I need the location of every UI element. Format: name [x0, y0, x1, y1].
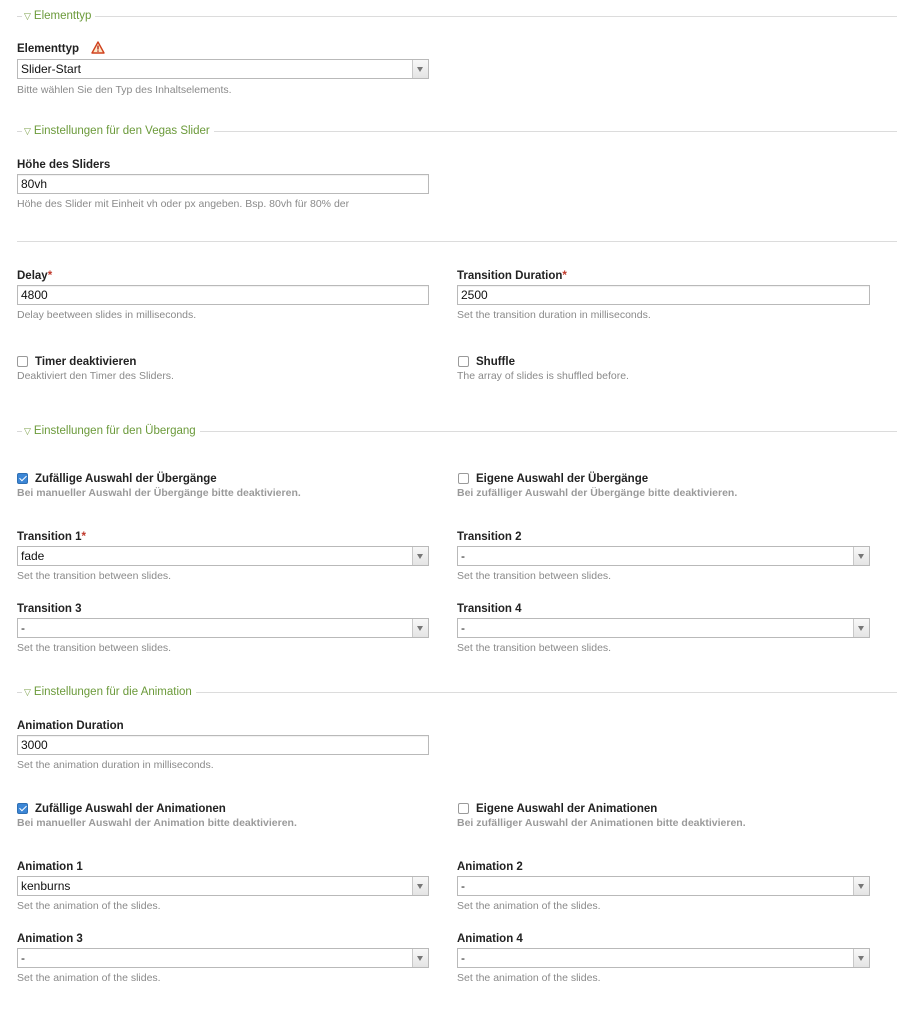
animation1-help: Set the animation of the slides. — [17, 900, 161, 912]
transition-duration-label-text: Transition Duration — [457, 270, 563, 282]
warning-icon — [91, 41, 105, 54]
legend-rule — [196, 692, 897, 693]
legend-line — [17, 692, 22, 693]
transition2-select-value: - — [461, 549, 465, 563]
own-animations-checkbox[interactable] — [458, 803, 469, 814]
hoehe-label: Höhe des Sliders — [17, 159, 111, 171]
animation4-select[interactable] — [457, 948, 870, 968]
collapse-triangle-icon[interactable]: ▽ — [24, 11, 31, 21]
transition-duration-label — [457, 269, 567, 283]
transition3-select[interactable] — [17, 618, 429, 638]
legend-line — [17, 16, 22, 17]
chevron-down-icon[interactable] — [412, 619, 428, 637]
divider — [17, 241, 897, 242]
random-animations-help: Bei manueller Auswahl der Animation bitte deaktivieren. — [17, 817, 297, 829]
transition4-select[interactable] — [457, 618, 870, 638]
transition1-label-text: Transition 1 — [17, 531, 82, 543]
animation3-select[interactable] — [17, 948, 429, 968]
chevron-down-icon[interactable] — [412, 949, 428, 967]
transition3-select-value: - — [21, 621, 25, 635]
legend-line — [17, 431, 22, 432]
transition1-select-value: fade — [21, 549, 45, 563]
chevron-down-icon[interactable] — [853, 877, 869, 895]
delay-label-text: Delay — [17, 270, 48, 282]
chevron-down-icon[interactable] — [412, 877, 428, 895]
transition2-select[interactable] — [457, 546, 870, 566]
animation-duration-help: Set the animation duration in milliseconds. — [17, 759, 214, 771]
animation1-label: Animation 1 — [17, 861, 83, 873]
shuffle-checkbox[interactable] — [458, 356, 469, 367]
hoehe-input[interactable]: 80vh — [17, 174, 429, 194]
legend-rule — [214, 131, 897, 132]
section-vegas[interactable] — [17, 124, 897, 138]
section-elementtyp[interactable] — [17, 9, 897, 23]
transition2-help: Set the transition between slides. — [457, 570, 612, 582]
animation3-help: Set the animation of the slides. — [17, 972, 161, 984]
animation4-help: Set the animation of the slides. — [457, 972, 601, 984]
own-animations-help: Bei zufälliger Auswahl der Animationen bitte deaktivieren. — [457, 817, 746, 829]
animation3-label: Animation 3 — [17, 933, 83, 945]
shuffle-label: Shuffle — [476, 356, 515, 368]
required-marker: * — [81, 531, 87, 543]
timer-checkbox[interactable] — [17, 356, 28, 367]
chevron-down-icon[interactable] — [853, 619, 869, 637]
random-animations-checkbox[interactable] — [17, 803, 28, 814]
collapse-triangle-icon[interactable]: ▽ — [24, 687, 31, 697]
collapse-triangle-icon[interactable]: ▽ — [24, 426, 31, 436]
transition3-help: Set the transition between slides. — [17, 642, 172, 654]
legend-line — [17, 131, 22, 132]
section-title-uebergang[interactable]: Einstellungen für den Übergang — [33, 425, 196, 437]
section-animation[interactable] — [17, 685, 897, 699]
animation1-select[interactable] — [17, 876, 429, 896]
elementtyp-select[interactable] — [17, 59, 429, 79]
elementtyp-label-text: Elementtyp — [17, 43, 79, 55]
shuffle-help: The array of slides is shuffled before. — [457, 370, 629, 382]
delay-label — [17, 269, 52, 283]
collapse-triangle-icon[interactable]: ▽ — [24, 126, 31, 136]
section-title-animation[interactable]: Einstellungen für die Animation — [33, 686, 192, 698]
chevron-down-icon[interactable] — [853, 949, 869, 967]
transition3-label: Transition 3 — [17, 603, 82, 615]
timer-label: Timer deaktivieren — [35, 356, 137, 368]
animation2-label: Animation 2 — [457, 861, 523, 873]
animation4-select-value: - — [461, 951, 465, 965]
animation2-select[interactable] — [457, 876, 870, 896]
animation2-help: Set the animation of the slides. — [457, 900, 601, 912]
random-transitions-label: Zufällige Auswahl der Übergänge — [35, 473, 217, 485]
random-animations-label: Zufällige Auswahl der Animationen — [35, 803, 226, 815]
transition-duration-help: Set the transition duration in milliseconds. — [457, 309, 651, 321]
required-marker: * — [562, 270, 567, 282]
chevron-down-icon[interactable] — [412, 60, 428, 78]
own-transitions-label: Eigene Auswahl der Übergänge — [476, 473, 649, 485]
animation1-select-value: kenburns — [21, 879, 71, 893]
transition-duration-input[interactable]: 2500 — [457, 285, 870, 305]
transition1-label — [17, 530, 86, 544]
transition4-help: Set the transition between slides. — [457, 642, 612, 654]
animation-duration-input[interactable]: 3000 — [17, 735, 429, 755]
random-transitions-help: Bei manueller Auswahl der Übergänge bitte deaktivieren. — [17, 487, 301, 499]
random-transitions-checkbox[interactable] — [17, 473, 28, 484]
section-title-vegas[interactable]: Einstellungen für den Vegas Slider — [33, 125, 210, 137]
hoehe-help: Höhe des Slider mit Einheit vh oder px angeben. Bsp. 80vh für 80% der — [17, 198, 350, 210]
transition1-help: Set the transition between slides. — [17, 570, 172, 582]
legend-rule — [200, 431, 897, 432]
animation-duration-label: Animation Duration — [17, 720, 124, 732]
own-animations-label: Eigene Auswahl der Animationen — [476, 803, 658, 815]
transition4-label: Transition 4 — [457, 603, 522, 615]
transition1-select[interactable] — [17, 546, 429, 566]
delay-input[interactable]: 4800 — [17, 285, 429, 305]
chevron-down-icon[interactable] — [412, 547, 428, 565]
required-marker: * — [47, 270, 53, 282]
elementtyp-help: Bitte wählen Sie den Typ des Inhaltselements. — [17, 84, 232, 96]
legend-rule — [95, 16, 897, 17]
own-transitions-checkbox[interactable] — [458, 473, 469, 484]
section-uebergang[interactable] — [17, 424, 897, 438]
section-title-elementtyp[interactable]: Elementtyp — [33, 10, 92, 22]
chevron-down-icon[interactable] — [853, 547, 869, 565]
delay-help: Delay beetween slides in milliseconds. — [17, 309, 197, 321]
elementtyp-label — [17, 42, 79, 56]
transition4-select-value: - — [461, 621, 465, 635]
transition2-label: Transition 2 — [457, 531, 522, 543]
animation3-select-value: - — [21, 951, 25, 965]
elementtyp-select-value: Slider-Start — [21, 62, 82, 76]
animation4-label: Animation 4 — [457, 933, 523, 945]
timer-help: Deaktiviert den Timer des Sliders. — [17, 370, 174, 382]
own-transitions-help: Bei zufälliger Auswahl der Übergänge bitte deaktivieren. — [457, 487, 738, 499]
animation2-select-value: - — [461, 879, 465, 893]
